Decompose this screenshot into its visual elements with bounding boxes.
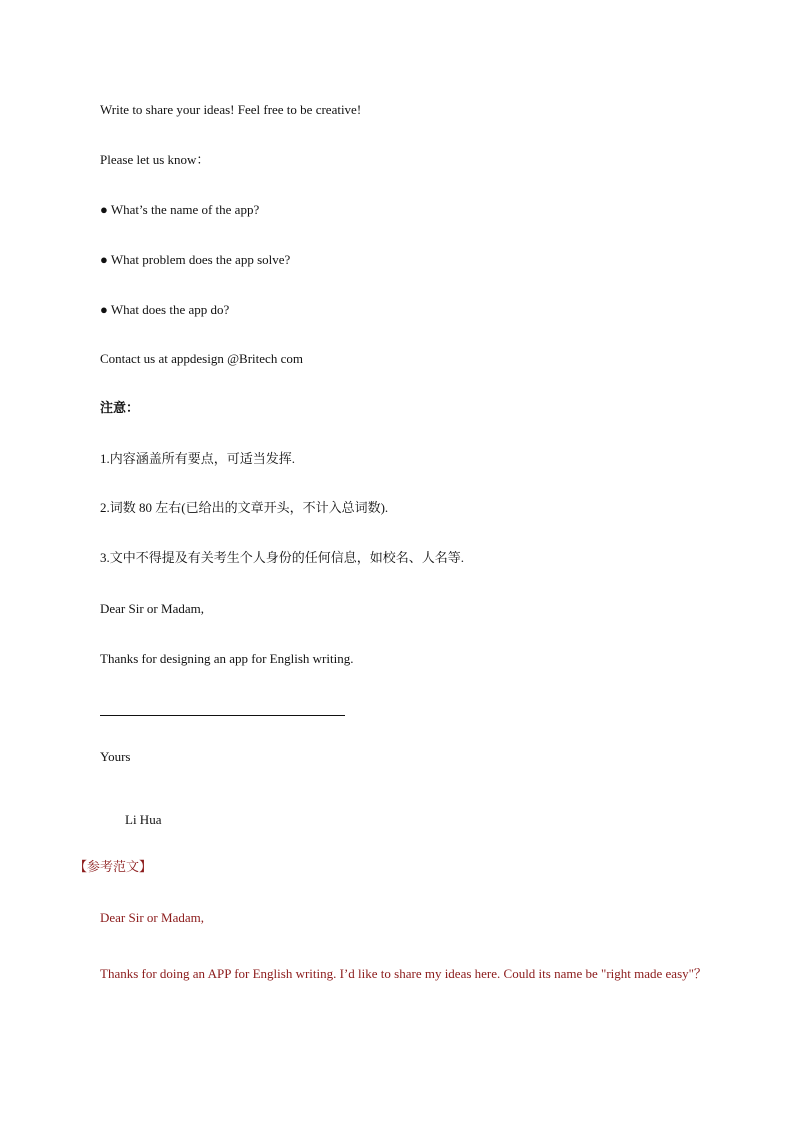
letter-closing: Yours [100,749,131,764]
note-item-3: 3.文中不得提及有关考生个人身份的任何信息，如校名、人名等. [100,550,465,565]
letter-signature: Li Hua [125,812,162,827]
notes-heading: 注意： [100,401,140,416]
prompt-intro: Write to share your ideas! Feel free to be creative! [100,102,362,117]
letter-salutation: Dear Sir or Madam, [100,601,204,616]
reference-heading: 【参考范文】 [74,860,153,875]
contact-line: Contact us at appdesign @Britech com [100,351,303,366]
note-item-1: 1.内容涵盖所有要点，可适当发挥. [100,451,296,466]
reference-salutation: Dear Sir or Madam, [100,910,204,925]
prompt-let-us-know: Please let us know： [100,152,210,167]
writing-blank-line [100,715,345,716]
letter-opening: Thanks for designing an app for English writing. [100,651,354,666]
reference-body: Thanks for doing an APP for English writing. I’d like to share my ideas here. Could its name be "right made easy"？ [100,966,707,981]
bullet-item-function: ● What does the app do? [100,302,230,317]
note-item-2: 2.词数 80 左右(已给出的文章开头，不计入总词数). [100,500,389,515]
bullet-item-name: ● What’s the name of the app? [100,202,260,217]
bullet-item-problem: ● What problem does the app solve? [100,252,291,267]
